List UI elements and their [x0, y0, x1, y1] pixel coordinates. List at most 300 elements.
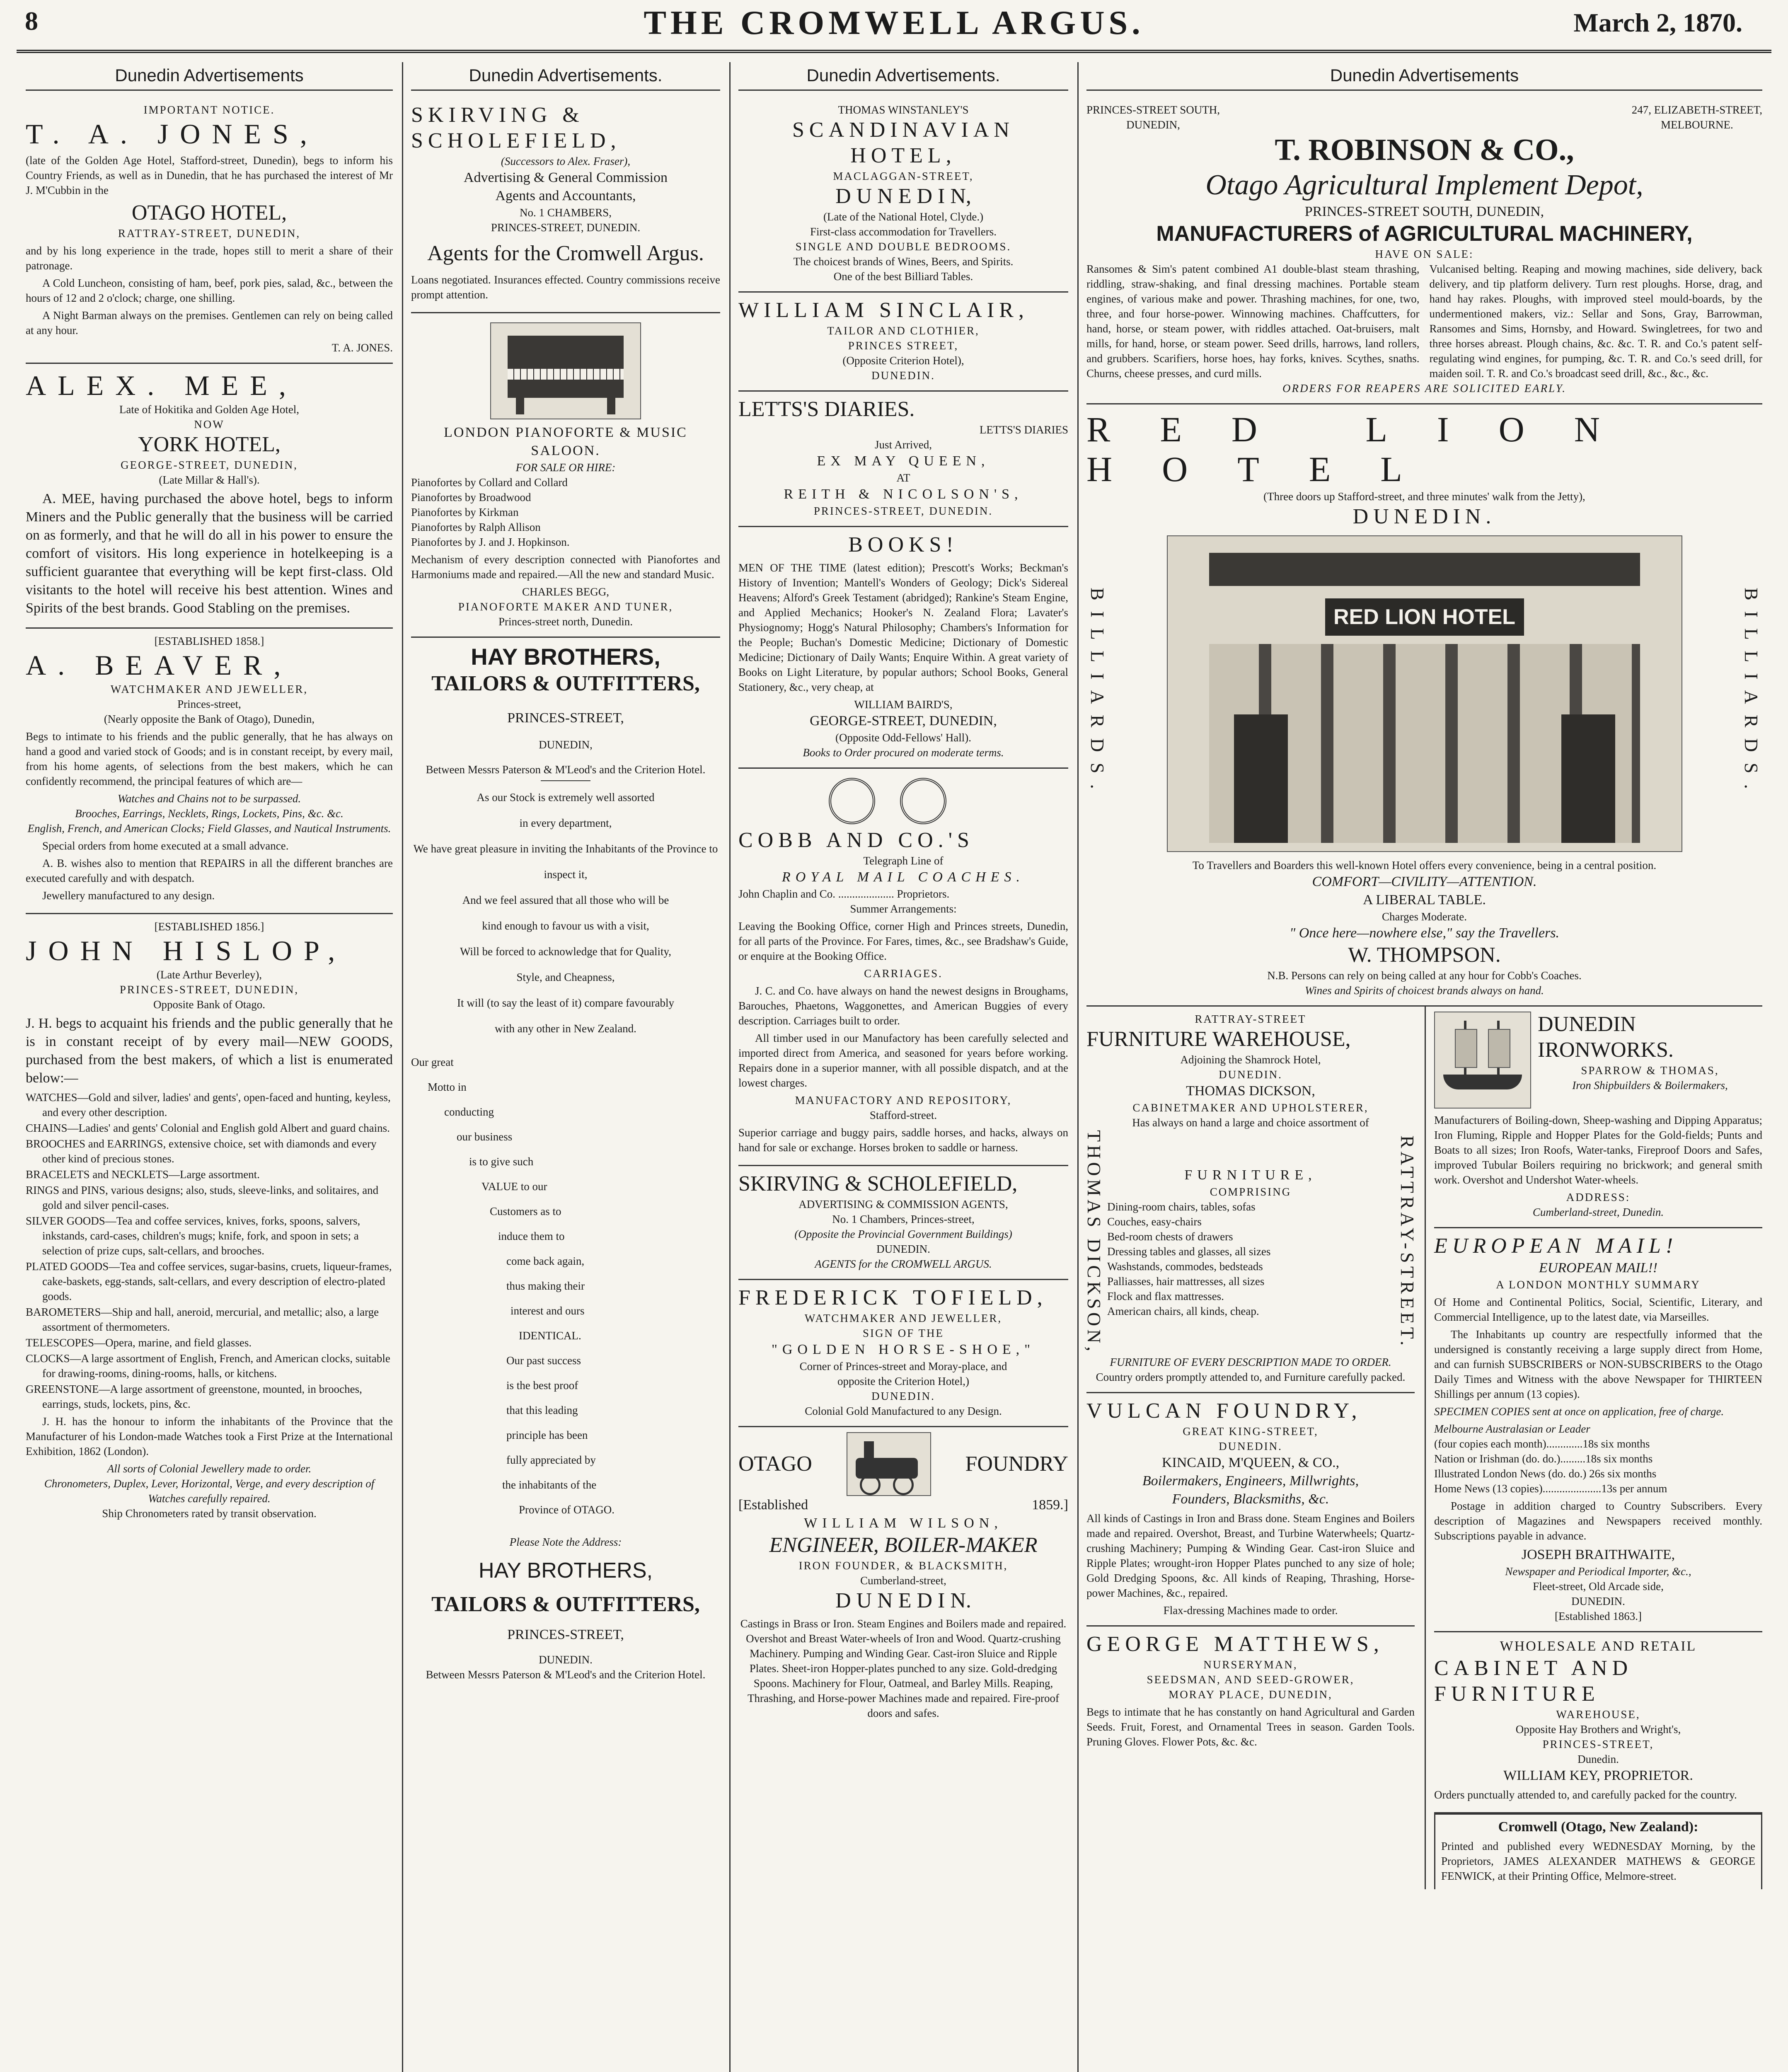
- ad-scandinavian-hotel: [738, 97, 1068, 293]
- ad-sign: SIGN OF THE: [862, 1327, 944, 1339]
- ad-title-right: FOUNDRY: [965, 1452, 1068, 1476]
- ad-trade-2: Founders, Blacksmiths, &c.: [1172, 1491, 1329, 1507]
- address-label: ADDRESS:: [1566, 1191, 1631, 1203]
- ad-coaches: ROYAL MAIL COACHES.: [781, 869, 1025, 885]
- imprint-body: Printed and published every WEDNESDAY Morning, by the Proprietors, JAMES ALEXANDER MATHEWS & GEORGE FENWICK, at their Printing Office, Melmore-street.: [1441, 1840, 1755, 1882]
- ad-owner: THOMAS DICKSON,: [1186, 1083, 1315, 1099]
- ad-body: Castings in Brass or Iron. Steam Engines and Boilers made and repaired. Overshot and Breast Water-wheels of Iron and Wood. Quartz-crushing Machinery. Pumping and Winding Gear. Cast-iron Sluice and Ripple Plates. Sheet-iron Hopper-plates punched to any size. Gold-dredging Spoons. Machinery for Flour, Oatmeal, and Barley Mills. Reaping, Thrashing, and Horse-power Machines made and repaired. Fire-proof doors and safes.: [740, 1617, 1067, 1719]
- list-item: Bed-room chests of drawers: [1107, 1230, 1233, 1243]
- imprint-title: Cromwell (Otago, New Zealand):: [1498, 1819, 1698, 1835]
- ad-trade: WATCHMAKER AND JEWELLER,: [110, 683, 308, 695]
- ad-manufacturers: MANUFACTURERS of AGRICULTURAL MACHINERY,: [1156, 222, 1693, 246]
- issue-date: March 2, 1870.: [1573, 8, 1742, 37]
- list-item: TELESCOPES—Opera, marine, and field glasses.: [26, 1336, 252, 1349]
- motto-line: Customers as to: [490, 1205, 561, 1218]
- list-item: Pianofortes by J. and J. Hopkinson.: [411, 536, 570, 548]
- ad-line: ADVERTISING & COMMISSION AGENTS,: [798, 1198, 1008, 1210]
- notice-label: IMPORTANT NOTICE.: [143, 104, 275, 116]
- ad-street: MORAY PLACE, DUNEDIN,: [1169, 1688, 1333, 1701]
- ad-street: GEORGE-STREET, DUNEDIN,: [810, 713, 997, 729]
- advertiser-name-repeat: HAY BROTHERS,: [479, 1559, 653, 1583]
- price-row: Home News (13 copies).....................13s per annum: [1434, 1482, 1667, 1495]
- ad-trade: CABINETMAKER AND UPHOLSTERER,: [1132, 1101, 1369, 1114]
- ad-location: Opposite Hay Brothers and Wright's,: [1515, 1723, 1681, 1736]
- ad-location: (Opposite Odd-Fellows' Hall).: [835, 731, 972, 744]
- ad-location: (Opposite the Provincial Government Buildings): [794, 1228, 1012, 1240]
- ad-factory: MANUFACTORY AND REPOSITORY,: [795, 1094, 1012, 1106]
- billiards-label-right: BILLIARDS.: [1741, 588, 1762, 800]
- hotel-rooms: SINGLE AND DOUBLE BEDROOMS.: [795, 240, 1011, 253]
- ad-location: Opposite Bank of Otago.: [153, 998, 265, 1011]
- hotel-table: A LIBERAL TABLE.: [1363, 892, 1486, 908]
- list-item: Washstands, commodes, bedsteads: [1107, 1260, 1263, 1273]
- motto-line: VALUE to our: [481, 1180, 547, 1193]
- ad-city: DUNEDIN.: [871, 369, 935, 382]
- statement-line: As our Stock is extremely well assorted: [477, 791, 655, 804]
- ad-night-barman: A Night Barman always on the premises. Gentlemen can rely on being called at any hour.: [26, 309, 393, 336]
- motto-line: interest and ours: [511, 1305, 585, 1317]
- ad-owner: CHARLES BEGG,: [522, 586, 609, 598]
- hotel-doors: (Three doors up Stafford-street, and three minutes' walk from the Jetty),: [1263, 490, 1585, 503]
- column-header: Dunedin Advertisements: [26, 62, 393, 91]
- ad-ship-chronometers: Ship Chronometers rated by transit observation.: [102, 1507, 317, 1520]
- red-lion-illustration-row: [1086, 535, 1762, 852]
- ad-orders: Special orders from home executed at a small advance.: [42, 840, 289, 852]
- agents-line: AGENTS for the CROMWELL ARGUS.: [815, 1258, 992, 1270]
- ad-street: PRINCES-STREET, DUNEDIN.: [813, 505, 993, 517]
- address-line: 247, ELIZABETH-STREET,: [1631, 104, 1762, 116]
- statement-line: Will be forced to acknowledge that for Quality,: [460, 945, 671, 958]
- ad-address: No. 1 CHAMBERS,: [519, 206, 612, 219]
- column-1: [17, 62, 402, 2072]
- ad-ship: EX MAY QUEEN,: [817, 453, 990, 469]
- ad-street: PRINCES-STREET, DUNEDIN,: [119, 983, 299, 996]
- ad-arrived: Just Arrived,: [875, 438, 932, 451]
- established-label: [Established 1863.]: [1555, 1610, 1642, 1622]
- hotel-street: GEORGE-STREET, DUNEDIN,: [121, 459, 298, 471]
- motto-line: conducting: [444, 1106, 494, 1118]
- advertiser-name: FURNITURE WAREHOUSE,: [1086, 1027, 1351, 1051]
- foundry-header: [738, 1432, 1068, 1496]
- advertiser-name: JOHN HISLOP,: [26, 935, 347, 966]
- advertiser-name: T. A. JONES,: [26, 118, 319, 150]
- ad-location: opposite the Criterion Hotel,): [837, 1375, 969, 1387]
- ad-william-key: [1434, 1632, 1762, 1813]
- statement-line: kind enough to favour us with a visit,: [482, 920, 649, 932]
- ad-body: Loans negotiated. Insurances effected. Country commissions receive prompt attention.: [411, 274, 720, 301]
- ad-street: Fleet-street, Old Arcade side,: [1533, 1580, 1664, 1593]
- ad-established-year: 1859.]: [1032, 1497, 1068, 1513]
- ad-otago-foundry: [738, 1427, 1068, 1731]
- ad-owner: WILLIAM KEY, PROPRIETOR.: [1503, 1768, 1693, 1783]
- ad-line: Agents and Accountants,: [495, 188, 636, 203]
- ad-summary: A LONDON MONTHLY SUMMARY: [1496, 1278, 1701, 1291]
- list-item: BROOCHES and EARRINGS, extensive choice, set with diamonds and every other kind of precious stones.: [26, 1138, 377, 1165]
- list-item: Palliasses, hair mattresses, all sizes: [1107, 1275, 1265, 1288]
- ad-body: Leaving the Booking Office, corner High and Princes streets, Dunedin, for all parts of the Province. For Fares, times, &c., see Bradshaw's Guide, or enquire at the Booking Office.: [738, 920, 1068, 962]
- page-number: 8: [25, 6, 38, 36]
- ad-city: DUNEDIN.: [871, 1390, 935, 1402]
- ad-trade: Iron Shipbuilders & Boilermakers,: [1572, 1079, 1728, 1092]
- list-item: WATCHES—Gold and silver, ladies' and gents', open-faced and hunting, keyless, and every other description.: [26, 1091, 391, 1118]
- ad-trade: WATCHMAKER AND JEWELLER,: [804, 1312, 1002, 1324]
- ad-beaver: [26, 629, 393, 914]
- printer-imprint: [1434, 1813, 1762, 1889]
- hotel-owner: W. THOMPSON.: [1348, 943, 1501, 967]
- ad-robinson: [1086, 97, 1762, 404]
- ad-flax: Flax-dressing Machines made to order.: [1163, 1604, 1338, 1617]
- hotel-city: D U N E D I N,: [835, 184, 971, 208]
- hotel-nb: N.B. Persons can rely on being called at any hour for Cobb's Coaches.: [1267, 969, 1582, 982]
- ad-trade-repeat: TAILORS & OUTFITTERS,: [431, 1593, 700, 1616]
- ad-sinclair: [738, 293, 1068, 392]
- ad-body: A. MEE, having purchased the above hotel, begs to inform Miners and the Public generally that the business will be carried on as formerly, and that he will do all in his power to ensure the comfort of visitors. His long experience in hotelkeeping is a sufficient guarantee that everything will be kept first-class. Old visitants to the hotel will receive his best attention. Wines and Spirits of the best brands. Good Stabling on the premises.: [26, 491, 393, 616]
- list-item: Pianofortes by Ralph Allison: [411, 521, 541, 533]
- ad-owner: WILLIAM WILSON,: [804, 1515, 1003, 1531]
- ad-trade: TAILORS & OUTFITTERS,: [431, 672, 700, 695]
- list-item: GREENSTONE—A large assortment of greenstone, mounted, in brooches, earrings, studs, lockets, pins, &c.: [26, 1383, 362, 1410]
- ad-rattray-furniture: [1084, 1007, 1418, 1393]
- ad-city: DUNEDIN.: [876, 1243, 930, 1255]
- ad-carriages: CARRIAGES.: [864, 967, 943, 980]
- ad-gold: Colonial Gold Manufactured to any Design.: [805, 1405, 1002, 1417]
- ad-orders: Orders punctually attended to, and carefully packed for the country.: [1434, 1789, 1737, 1801]
- advertiser-name: GEORGE MATTHEWS,: [1086, 1632, 1384, 1656]
- hotel-building-illustration: [1167, 535, 1682, 852]
- newspaper-title: THE CROMWELL ARGUS.: [644, 4, 1144, 41]
- ad-subtitle: LETTS'S DIARIES: [979, 424, 1068, 436]
- ad-city: DUNEDIN.: [1219, 1440, 1282, 1452]
- motto-line: our business: [457, 1130, 513, 1143]
- motto-line: IDENTICAL.: [519, 1329, 581, 1342]
- ad-agent: JOSEPH BRAITHWAITE,: [1521, 1547, 1675, 1562]
- list-item: CHAINS—Ladies' and gents' Colonial and English gold Albert and guard chains.: [26, 1122, 390, 1134]
- ad-body: Manufacturers of Boiling-down, Sheep-washing and Dipping Apparatus; Iron Fluming, Ripple and Hopper Plates for the Gold-fields; Punts and Boats to all sizes; Iron Roofs, Water-tanks, Fireproof Doors and Safes, improved Tubular Boilers requiring no brickwork; and general smith work. Overshot and Undershot Water-wheels.: [1434, 1114, 1762, 1186]
- list-item: Pianofortes by Kirkman: [411, 506, 519, 518]
- furniture-block: [1084, 1130, 1418, 1355]
- advertiser-name: SKIRVING & SCHOLEFIELD,: [411, 103, 621, 152]
- book-list: MEN OF THE TIME (latest edition); Prescott's Works; Beckman's History of Invention; Mantell's Wonders of Geology; Dick's Sidereal Heavens; Alford's Greek Testament (abridged); Rankine's Steam Engine, and Applied Mechanics; Hooker's N. Zealand Flora; Lavater's Physiognomy; Hogg's Natural Philosophy; Chambers's Information for the People; Buchan's Domestic Medicine; Dictionary of Domestic Medicine; Dictionary of Daily Wants; Enquire Within. A great variety of Books on Light Literature, by popular authors; School Books, General Stationery, &c., very cheap, at: [738, 562, 1068, 693]
- ad-street: PRINCES-STREET SOUTH, DUNEDIN,: [1304, 204, 1544, 219]
- ad-title-left: OTAGO: [738, 1452, 812, 1476]
- goods-list: [26, 1090, 393, 1411]
- ad-has: Has always on hand a large and choice assortment of: [1132, 1116, 1369, 1129]
- furniture-comprising: COMPRISING: [1210, 1185, 1292, 1198]
- motto-line: is to give such: [469, 1155, 534, 1168]
- ad-begg: [411, 313, 720, 638]
- ad-body: All kinds of Castings in Iron and Brass done. Steam Engines and Boilers made and repaired. Overshot, Breast, and Turbine Waterwheels; Quartz-crushing Machinery; Pumping & Winding Gear. Cast-iron Sluice and Ripple Plates; wrought-iron Hopper Plates punched to any size of hole; Gold Dredging Spoons, &c. All kinds of Reaping, Thrashing, Horse-power Machines, &c., repaired.: [1086, 1512, 1415, 1599]
- motto-line: Motto in: [428, 1081, 467, 1093]
- ad-hislop: [26, 914, 393, 1528]
- side-label-right: RATTRAY-STREET.: [1397, 1135, 1418, 1349]
- ad-jewellery: All sorts of Colonial Jewellery made to order.: [107, 1462, 312, 1475]
- ad-feature: English, French, and American Clocks; Field Glasses, and Nautical Instruments.: [27, 822, 391, 835]
- hotel-late: (Late Millar & Hall's).: [159, 474, 260, 486]
- list-item: RINGS and PINS, various designs; also, studs, sleeve-links, and solitaires, and gold and silver pencil-cases.: [26, 1184, 379, 1211]
- statement-line: with any other in New Zealand.: [495, 1022, 636, 1035]
- ad-established: [Established: [738, 1497, 808, 1513]
- ad-proprietors: John Chaplin and Co. .................... Proprietors.: [738, 888, 950, 900]
- ad-repairs: A. B. wishes also to mention that REPAIRS in all the different branches are executed carefully and with despatch.: [26, 857, 393, 884]
- ad-seller: WILLIAM BAIRD'S,: [854, 698, 953, 711]
- motto-line: the inhabitants of the: [502, 1479, 597, 1491]
- statement-line: It will (to say the least of it) compare favourably: [457, 997, 675, 1009]
- statement-line: We have great pleasure in inviting the Inhabitants of the Province to inspect it,: [413, 842, 718, 881]
- hotel-late: (Late of the National Hotel, Clyde.): [823, 211, 984, 223]
- ad-adjoining: Adjoining the Shamrock Hotel,: [1180, 1053, 1321, 1066]
- advertiser-name: A. BEAVER,: [26, 649, 293, 681]
- ad-body: The Inhabitants up country are respectfully informed that the undersigned is constantly receiving a large supply direct from Home, and can furnish SUBSCRIBERS or NON-SUBSCRIBERS to the Otago Daily Times and Witness with the above Newspaper for THIRTEEN Shillings per annum (13 copies).: [1434, 1328, 1762, 1400]
- advertiser-name: SKIRVING & SCHOLEFIELD,: [738, 1172, 1018, 1196]
- statement-line: Style, and Cheapness,: [516, 971, 615, 983]
- ad-timber: All timber used in our Manufactory has been carefully selected and imported direct from America, and seasoned for years before working. Repairs done in a superior manner, with all possible dispatch, and at the lowest charges.: [738, 1032, 1068, 1089]
- hotel-street: MACLAGGAN-STREET,: [833, 170, 974, 182]
- ad-title: BOOKS!: [848, 533, 958, 557]
- ad-street: PRINCES STREET,: [848, 339, 959, 352]
- list-item: Pianofortes by Collard and Collard: [411, 476, 568, 489]
- column-2: [402, 62, 729, 2072]
- ad-city: D U N E D I N.: [835, 1589, 971, 1612]
- ad-owner: THOMAS WINSTANLEY'S: [838, 104, 969, 116]
- hotel-city: DUNEDIN.: [1352, 505, 1496, 528]
- list-item: Dressing tables and glasses, all sizes: [1107, 1245, 1271, 1258]
- motto-line: Our past success: [506, 1354, 581, 1367]
- established-label: [ESTABLISHED 1856.]: [154, 920, 264, 933]
- hotel-name: RED LION HOTEL: [1086, 409, 1650, 489]
- column-3: [729, 62, 1077, 2072]
- ad-hay-brothers: [411, 638, 720, 1690]
- ad-line: Advertising & General Commission: [463, 170, 668, 185]
- hotel-charges: Charges Moderate.: [1382, 910, 1467, 923]
- ad-chronometers: Chronometers, Duplex, Lever, Horizontal, Verge, and every description of Watches carefully repaired.: [44, 1477, 375, 1505]
- list-item: PLATED GOODS—Tea and coffee services, sugar-basins, cruets, liqueur-frames, cake-baskets, egg-stands, salt-cellars, and every description of electro-plated goods.: [26, 1260, 392, 1302]
- advertiser-name: HAY BROTHERS,: [471, 644, 661, 670]
- ad-european-mail: [1434, 1228, 1762, 1632]
- statement-line: And we feel assured that all those who will be: [462, 894, 669, 906]
- hotel-wines: Wines and Spirits of choicest brands always on hand.: [1305, 984, 1544, 997]
- ad-street-repeat: PRINCES-STREET,: [507, 1627, 624, 1642]
- ad-city: DUNEDIN.: [1571, 1595, 1625, 1607]
- ad-feature: Brooches, Earrings, Necklets, Rings, Lockets, Pins, &c. &c.: [75, 807, 344, 820]
- ad-summer: Summer Arrangements:: [850, 903, 957, 915]
- furniture-list: [1107, 1199, 1394, 1319]
- ad-firm: KINCAID, M'QUEEN, & CO.,: [1161, 1455, 1340, 1470]
- ad-skirving: [411, 97, 720, 313]
- hotel-accommodation: First-class accommodation for Travellers.: [810, 225, 997, 238]
- hotel-brands: The choicest brands of Wines, Beers, and Spirits.: [793, 255, 1014, 268]
- motto-line: is the best proof: [506, 1379, 578, 1392]
- ad-city: DUNEDIN,: [539, 738, 593, 751]
- ad-corner: Corner of Princes-street and Moray-place, and: [799, 1360, 1007, 1372]
- ad-street: RATTRAY-STREET: [1195, 1013, 1307, 1025]
- furniture-title: FURNITURE,: [1184, 1167, 1317, 1183]
- royal-crest-illustration: [816, 778, 990, 823]
- list-item: Pianofortes by Broadwood: [411, 491, 531, 503]
- ad-matthews: [1086, 1627, 1415, 1759]
- motto-line: come back again,: [506, 1255, 585, 1267]
- address-line: PRINCES-STREET SOUTH,: [1086, 104, 1220, 116]
- ad-country: Country orders promptly attended to, and Furniture carefully packed.: [1096, 1370, 1406, 1383]
- col4-right: [1425, 1007, 1762, 1889]
- list-item: CLOCKS—A large assortment of English, French, and American clocks, suitable for drawing-rooms, dining-rooms, halls, or kitchens.: [26, 1352, 390, 1380]
- ad-trade: Newspaper and Periodical Importer, &c.,: [1505, 1565, 1691, 1578]
- ad-sale: HAVE ON SALE:: [1375, 248, 1474, 260]
- ad-street: Princes-street,: [177, 698, 241, 710]
- ad-firm: SPARROW & THOMAS,: [1581, 1064, 1719, 1077]
- ad-feature: Watches and Chains not to be surpassed.: [117, 792, 301, 805]
- list-left: Ransomes & Sim's patent combined A1 double-blast steam thrashing, riddling, straw-shaking, and final dressing machines. Portable steam engines, of various make and power. Thrashing machines, for one, two, three, and four horse-power. Winnowing machines. Chaffcutters, for hand, horse, or steam power, with riddles attached. Oat-bruisers, malt mills, for hand, horse, or steam power. Seed drills, harrows, land rollers, and grubbers. Scarifiers, horse hoes, hay forks, knives. Scythes, snaths. Churns, cheese presses, and curd mills.: [1086, 263, 1420, 380]
- ad-honour: J. H. has the honour to inform the inhabitants of the Province that the Manufacturer of his London-made Watches took a First Prize at the International Exhibition, 1862 (London).: [26, 1415, 393, 1457]
- motto-line: Province of OTAGO.: [519, 1503, 615, 1516]
- ad-cobb-and-co: [738, 769, 1068, 1166]
- advertiser-name: FREDERICK TOFIELD,: [738, 1286, 1048, 1310]
- list-right: Vulcanised belting. Reaping and mowing machines, side delivery, back delivery, and tip platform delivery. Turn rest ploughs. Horse, drag, and hand hay rakes. Ploughs, with improved steel mould-boards, by the undermentioned makers, viz.: Sellar and Sons, Gray, Barrowman, Ransomes and Sims, Hornsby, and Howard. Swingletrees, for two and three horses abreast. Plough chains, &c. &c. T. R. and Co.'s patent self-regulating wind engines, for pumping, &c. T. R. and Co.'s seed drill, for maiden soil. T. R. and Co.'s broadcast seed drill, &c., &c., &c.: [1429, 263, 1762, 380]
- motto-line: fully appreciated by: [506, 1454, 596, 1466]
- ad-otago-hotel: [26, 97, 393, 364]
- ad-york-hotel: [26, 364, 393, 629]
- ad-order-note: Books to Order procured on moderate terms.: [803, 746, 1004, 759]
- advertiser-name: ALEX. MEE,: [26, 370, 298, 401]
- billiards-label-left: BILLIARDS.: [1087, 588, 1108, 800]
- ad-location: (Opposite Criterion Hotel),: [842, 354, 964, 367]
- ad-body: J. H. begs to acquaint his friends and the public generally that he is in constant receipt of by every mail—NEW GOODS, purchased from the best makers, of which a list is enumerated below:—: [26, 1016, 393, 1086]
- list-item: American chairs, all kinds, cheap.: [1107, 1305, 1259, 1317]
- side-label-left: THOMAS DICKSON,: [1084, 1130, 1105, 1355]
- ad-skirving-repeat: [738, 1166, 1068, 1280]
- address-line: DUNEDIN,: [1126, 119, 1180, 131]
- ad-between: Between Messrs Paterson & M'Leod's and the Criterion Hotel.: [426, 763, 706, 776]
- price-row: Illustrated London News (do. do.) 26s six months: [1434, 1467, 1657, 1480]
- hotel-billiards: One of the best Billiard Tables.: [833, 270, 973, 283]
- robinson-addresses: [1086, 102, 1762, 132]
- ad-title: Otago Agricultural Implement Depot,: [1205, 169, 1643, 201]
- robinson-lists: [1086, 261, 1762, 381]
- ad-address: PRINCES-STREET, DUNEDIN.: [491, 221, 641, 234]
- ad-superior: Superior carriage and buggy pairs, saddle horses, and hacks, always on hand for sale or exchange. Horses broken to saddle or harness.: [738, 1126, 1068, 1154]
- motto-line: thus making their: [506, 1280, 585, 1292]
- makers-list: [411, 475, 720, 549]
- ad-luncheon: A Cold Luncheon, consisting of ham, beef, pork pies, salad, &c., between the hours of 12 and 2 o'clock; charge, one shilling.: [26, 277, 393, 304]
- advertiser-name: EUROPEAN MAIL!: [1434, 1234, 1678, 1258]
- ad-statement: [411, 784, 720, 1041]
- ad-street: PRINCES-STREET,: [1542, 1738, 1654, 1750]
- col4-left: [1084, 1007, 1418, 1889]
- agents-line: Agents for the Cromwell Argus.: [427, 242, 704, 265]
- ad-books: [738, 527, 1068, 769]
- ad-trade-2: IRON FOUNDER, & BLACKSMITH,: [798, 1559, 1008, 1572]
- advertiser-name: T. ROBINSON & CO.,: [1275, 133, 1574, 167]
- ad-firm: REITH & NICOLSON'S,: [784, 487, 1023, 502]
- hotel-address: RATTRAY-STREET, DUNEDIN,: [118, 227, 301, 240]
- column-4: [1077, 62, 1771, 2072]
- ad-trade: ENGINEER, BOILER-MAKER: [769, 1533, 1038, 1557]
- ad-letts-diaries: [738, 392, 1068, 527]
- ad-postage: Postage in addition charged to Country Subscribers. Every description of Magazines and Newspapers received monthly. Subscriptions payable in advance.: [1434, 1500, 1762, 1542]
- hotel-travellers: To Travellers and Boarders this well-known Hotel offers every convenience, being in a central position.: [1192, 859, 1657, 871]
- hotel-name: SCANDINAVIAN HOTEL,: [792, 118, 1014, 167]
- masthead: [17, 0, 1771, 62]
- ad-carriages-body: J. C. and Co. have always on hand the newest designs in Broughams, Barouches, Phaetons, Waggonettes, and American Buggies of every description. Carriages built to order.: [738, 985, 1068, 1027]
- list-item: Couches, easy-chairs: [1107, 1215, 1202, 1228]
- ad-street: PRINCES-STREET,: [507, 710, 624, 726]
- ad-city: Dunedin.: [1578, 1753, 1619, 1765]
- ad-trade: TAILOR AND CLOTHIER,: [827, 324, 980, 337]
- ad-body: Begs to intimate to his friends and the public generally, that he has always on hand a good and varied stock of Goods; and is in constant receipt, by every mail, from his home agents, of selections from the best makers, which he can confidently recommend, the principal features of which are—: [26, 730, 393, 787]
- ad-between-repeat: Between Messrs Paterson & M'Leod's and the Criterion Hotel.: [426, 1668, 706, 1681]
- ad-trade: NURSERYMAN,: [1203, 1658, 1298, 1671]
- ad-signature: T. A. JONES.: [331, 341, 393, 354]
- price-row: (four copies each month).............18s six months: [1434, 1438, 1650, 1450]
- ad-body: and by his long experience in the trade, hopes still to merit a share of their patronage.: [26, 244, 393, 272]
- address-note: Please Note the Address:: [509, 1536, 622, 1548]
- foundry-established: [738, 1496, 1068, 1514]
- ad-late: (Late Arthur Beverley),: [156, 968, 262, 981]
- advertiser-name: LONDON PIANOFORTE & MUSIC SALOON.: [444, 425, 687, 458]
- list-item: BAROMETERS—Ship and hall, aneroid, mercurial, and metallic; also, a large assortment of thermometers.: [26, 1306, 379, 1333]
- ad-city-repeat: DUNEDIN.: [539, 1653, 593, 1666]
- hotel-quote: " Once here—nowhere else," say the Travellers.: [1289, 925, 1560, 941]
- list-item: BRACELETS and NECKLETS—Large assortment.: [26, 1168, 260, 1181]
- address-melbourne: [1632, 102, 1762, 132]
- ad-subtitle: EUROPEAN MAIL!!: [1539, 1260, 1658, 1276]
- motto-line: Our great: [411, 1056, 454, 1068]
- established-label: [ESTABLISHED 1858.]: [154, 635, 264, 647]
- list-item: SILVER GOODS—Tea and coffee services, knives, forks, spoons, salvers, inkstands, card-cases, children's mugs; knife, fork, and spoon in sets; a selection of prize cups, salt-cellars, and brooches.: [26, 1215, 361, 1257]
- locomotive-illustration: [847, 1432, 931, 1496]
- col4-split: [1086, 1007, 1762, 1889]
- ad-title: WHOLESALE AND RETAIL: [1500, 1639, 1697, 1654]
- ad-body: Mechanism of every description connected with Pianofortes and Harmoniums made and repaired.—All the new and standard Music.: [411, 553, 720, 581]
- ad-at: AT: [896, 472, 910, 484]
- advertiser-name: CABINET AND FURNITURE: [1434, 1656, 1633, 1706]
- ad-specimen: SPECIMEN COPIES sent at once on application, free of charge.: [1434, 1405, 1724, 1418]
- ad-body: Begs to intimate that he has constantly on hand Agricultural and Garden Seeds. Fruit, Forest, and Ornamental Trees in season. Garden Tools. Pruning Gloves. Flower Pots, &c. &c.: [1086, 1705, 1415, 1748]
- ad-orders: ORDERS FOR REAPERS ARE SOLICITED EARLY.: [1282, 382, 1566, 395]
- ad-tofield: [738, 1280, 1068, 1427]
- ad-order: FURNITURE OF EVERY DESCRIPTION MADE TO ORDER.: [1110, 1356, 1391, 1368]
- ad-vulcan-foundry: [1086, 1393, 1415, 1627]
- price-row: Nation or Irishman (do. do.).........18s six months: [1434, 1452, 1653, 1465]
- column-header: Dunedin Advertisements.: [411, 62, 720, 91]
- ad-red-lion-hotel: [1086, 404, 1762, 1007]
- motto-line: that this leading: [506, 1404, 578, 1416]
- ad-address: Cumberland-street, Dunedin.: [1532, 1206, 1664, 1218]
- advertiser-name: COBB AND CO.'S: [738, 828, 974, 852]
- ad-street: Princes-street north, Dunedin.: [498, 615, 633, 628]
- ad-design: Jewellery manufactured to any design.: [42, 889, 215, 902]
- ad-factory-street: Stafford-street.: [869, 1109, 937, 1121]
- motto-line: principle has been: [506, 1429, 588, 1441]
- ad-city: DUNEDIN.: [1219, 1068, 1282, 1081]
- ad-motto: [411, 1050, 720, 1522]
- hotel-sign: RED LION HOTEL: [1325, 598, 1524, 636]
- ad-horseshoe: "GOLDEN HORSE-SHOE,": [771, 1342, 1036, 1357]
- address-line: MELBOURNE.: [1661, 119, 1733, 131]
- ad-of: Of Home and Continental Politics, Social, Scientific, Literary, and Commercial Intelligence, up to the latest date, via Marseilles.: [1434, 1296, 1762, 1323]
- ad-dunedin-ironworks: [1434, 1007, 1762, 1228]
- ship-illustration: [1434, 1012, 1531, 1109]
- ad-melbourne: Melbourne Australasian or Leader: [1434, 1423, 1590, 1435]
- ad-street: Cumberland-street,: [860, 1574, 946, 1587]
- hotel-name: YORK HOTEL,: [138, 433, 281, 456]
- ad-intro: (late of the Golden Age Hotel, Stafford-street, Dunedin), begs to inform his Country Friends, as well as in Dunedin, that he has purchased the interest of Mr J. M'Cubbin in the: [26, 154, 393, 196]
- advertiser-name: DUNEDIN IRONWORKS.: [1538, 1012, 1674, 1062]
- statement-line: in every department,: [519, 817, 612, 829]
- ad-successors: (Successors to Alex. Fraser),: [501, 155, 631, 167]
- ad-title: LETTS'S DIARIES.: [738, 397, 915, 421]
- column-header: Dunedin Advertisements.: [738, 62, 1068, 91]
- piano-illustration: [490, 322, 641, 419]
